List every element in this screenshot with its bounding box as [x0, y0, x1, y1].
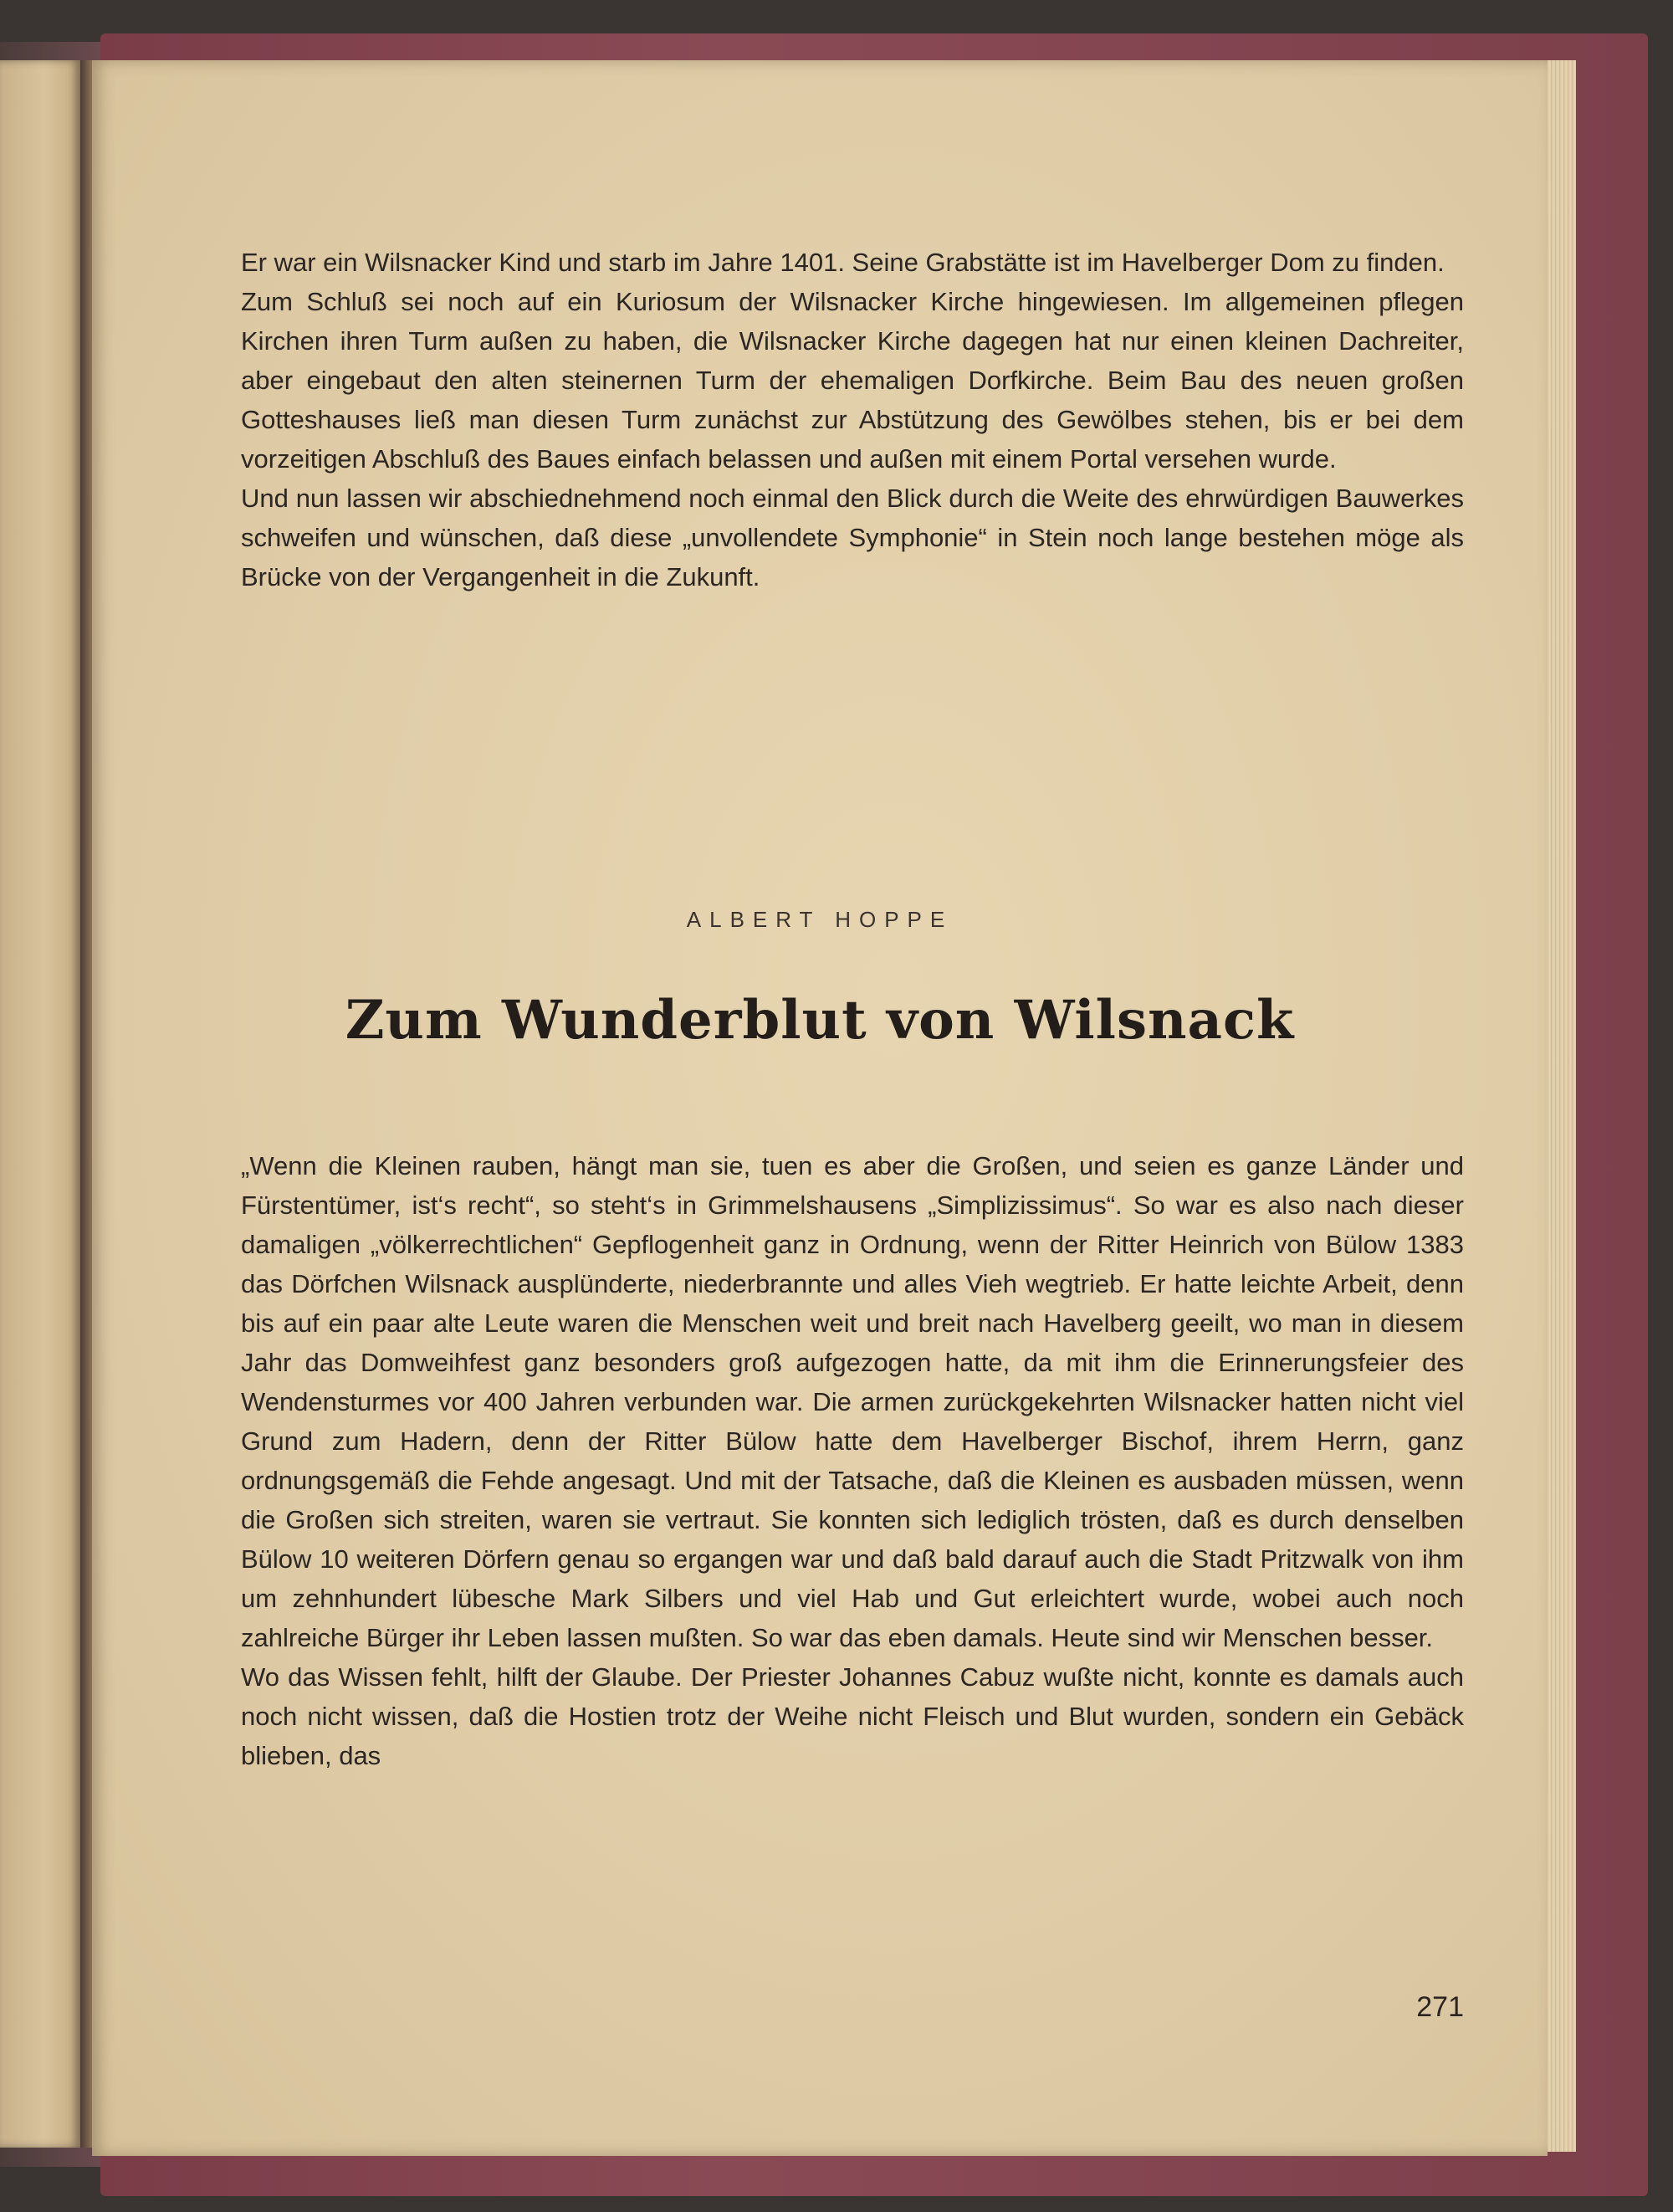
page-number: 271	[1416, 1991, 1464, 2023]
article-body	[241, 1146, 1464, 1775]
book-page	[92, 60, 1548, 2156]
top-paragraph: Und nun lassen wir abschiednehmend noch einmal den Blick durch die Weite des ehrwürdigen Bauwerkes schweifen und wünschen, daß diese „unvollendete Symphonie“ in Stein noch lange bestehen möge als Brücke von der Vergangenheit in die Zukunft.	[241, 484, 1464, 591]
top-paragraph: Zum Schluß sei noch auf ein Kuriosum der Wilsnacker Kirche hingewiesen. Im allgemeinen pflegen Kirchen ihren Turm außen zu haben, die Wilsnacker Kirche dagegen hat nur einen kleinen Dachreiter, aber eingebaut den alten steinernen Turm der ehemaligen Dorfkirche. Beim Bau des neuen großen Gotteshauses ließ man diesen Turm zunächst zur Abstützung des Gewölbes stehen, bis er bei dem vorzeitigen Abschluß des Baues einfach belassen und außen mit einem Portal versehen wurde.	[241, 287, 1464, 474]
top-paragraph: Er war ein Wilsnacker Kind und starb im Jahre 1401. Seine Grabstätte ist im Havelberger Dom zu finden.	[241, 248, 1445, 277]
top-text-block	[241, 243, 1464, 597]
article-paragraph: „Wenn die Kleinen rauben, hängt man sie, tuen es aber die Großen, und seien es ganze Länder und Fürstentümer, ist‘s recht“, so steht‘s in Grimmelshausens „Simplizissimus“. So war es also nach dieser damaligen „völkerrechtlichen“ Gepflogenheit ganz in Ordnung, wenn der Ritter Heinrich von Bülow 1383 das Dörfchen Wilsnack ausplünderte, niederbrannte und alles Vieh wegtrieb. Er hatte leichte Arbeit, denn bis auf ein paar alte Leute waren die Menschen weit und breit nach Havelberg geeilt, wo man in diesem Jahr das Domweihfest ganz besonders groß aufgezogen hatte, da mit ihm die Erinnerungsfeier des Wendensturmes vor 400 Jahren verbunden war. Die armen zurückgekehrten Wilsnacker hatten nicht viel Grund zum Hadern, denn der Ritter Bülow hatte dem Havelberger Bischof, ihrem Herrn, ganz ordnungsgemäß die Fehde angesagt. Und mit der Tatsache, daß die Kleinen es ausbaden müssen, wenn die Großen sich streiten, waren sie vertraut. Sie konnten sich lediglich trösten, daß es durch denselben Bülow 10 weiteren Dörfern genau so ergangen war und daß bald darauf auch die Stadt Pritzwalk von ihm um zehnhundert lübesche Mark Silbers und viel Hab und Gut erleichtert wurde, wobei auch noch zahlreiche Bürger ihr Leben lassen mußten. So war das eben damals. Heute sind wir Menschen besser.	[241, 1151, 1464, 1652]
book-gutter	[80, 60, 92, 2148]
article-paragraph: Wo das Wissen fehlt, hilft der Glaube. Der Priester Johannes Cabuz wußte nicht, konnte es damals auch noch nicht wissen, daß die Hostien trotz der Weihe nicht Fleisch und Blut wurden, sondern ein Gebäck blieben, das	[241, 1662, 1464, 1770]
article-author: ALBERT HOPPE	[686, 907, 954, 932]
article-title: Zum Wunderblut von Wilsnack	[345, 989, 1295, 1052]
left-page-edge	[0, 60, 80, 2148]
